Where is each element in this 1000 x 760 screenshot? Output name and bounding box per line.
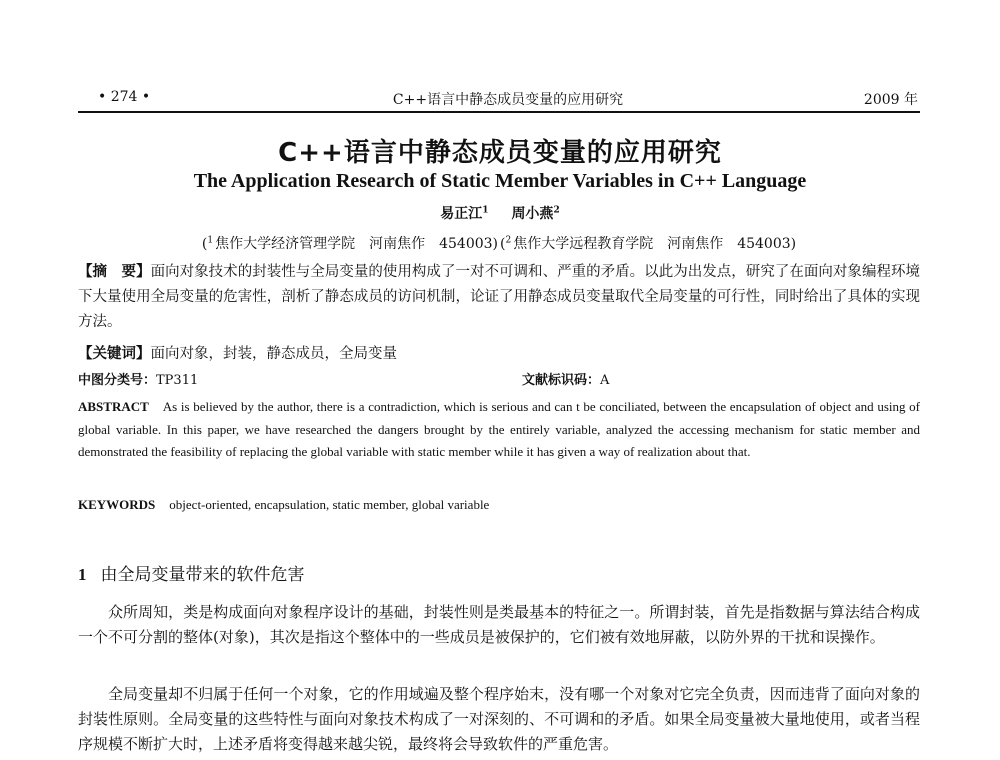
doc-label: 文献标识码： [522, 373, 601, 388]
abstract-en-text: As is believed by the author, there is a contradiction, which is serious and can t be conciliated, between the encapsulation of object and using of global variable. In this paper, we have researched the dangers brought by the entirely variable, analyzed the accessing mechanism for static member and demonstrated the feasibility of replacing the global variable with static member while it has given a way of realization about that. [78, 399, 920, 459]
doc-value: A [600, 373, 610, 388]
page-number: • 274 • [98, 89, 151, 105]
clc-label: 中图分类号： [78, 373, 157, 388]
body-paragraph: 众所周知，类是构成面向对象程序设计的基础，封装性则是类最基本的特征之一。所谓封装，首先是指数据与算法结合构成一个不可分割的整体(对象)，其次是指这个整体中的一些成员是被保护的，它们被有效地屏蔽，以防外界的干扰和误操作。 [78, 603, 920, 646]
affiliation-1: 焦作大学经济管理学院 河南焦作 454003) [215, 236, 498, 252]
keywords-cn-text: 面向对象，封装，静态成员，全局变量 [150, 346, 397, 362]
section-number: 1 [78, 565, 87, 584]
affiliation-2: 焦作大学远程教育学院 河南焦作 454003) [513, 236, 797, 252]
document-code [522, 370, 609, 392]
abstract-en-label: ABSTRACT [78, 399, 149, 414]
author-name: 易正江 [440, 206, 483, 222]
keywords-en-text: object-oriented, encapsulation, static member, global variable [169, 497, 490, 512]
header-year: 2009 年 [863, 92, 918, 108]
article-title-cn: C++语言中静态成员变量的应用研究 [278, 138, 722, 168]
body-paragraph: 全局变量却不归属于任何一个对象，它的作用域遍及整个程序始末，没有哪一个对象对它完全负责，因而违背了面向对象的封装性原则。全局变量的这些特性与面向对象技术构成了一对深刻的、不可调和的矛盾。如果全局变量被大量地使用，或者当程序规模不断扩大时，上述矛盾将变得越来越尖锐，最终将会导致软件的严重危害。 [78, 685, 920, 753]
author [440, 206, 488, 222]
keywords-en-label: KEYWORDS [78, 497, 156, 512]
header-rule [78, 111, 920, 113]
keywords-cn-label: 【关键词】 [78, 346, 151, 362]
affiliations [0, 233, 1000, 253]
abstract-cn [78, 260, 920, 335]
affil-open-paren: ( [201, 236, 208, 252]
author-sup: 1 [482, 205, 489, 216]
keywords-en [78, 494, 920, 516]
affil-sup: 1 [207, 235, 214, 246]
author-name: 周小燕 [511, 206, 554, 222]
section-title: 由全局变量带来的软件危害 [100, 565, 305, 585]
section-heading [78, 562, 920, 588]
abstract-cn-label: 【摘 要】 [78, 264, 151, 280]
classification-line [78, 370, 920, 392]
affil-mid-paren: ( [500, 236, 506, 252]
keywords-cn [78, 342, 920, 366]
author-sup: 2 [553, 205, 560, 216]
authors [0, 203, 1000, 223]
clc-number [78, 370, 198, 392]
affil-sup: 2 [505, 235, 512, 246]
running-header [98, 85, 918, 113]
running-title: C++语言中静态成员变量的应用研究 [392, 92, 624, 108]
abstract-en [78, 396, 920, 464]
abstract-cn-text: 面向对象技术的封装性与全局变量的使用构成了一对不可调和、严重的矛盾。以此为出发点，研究了在面向对象编程环境下大量使用全局变量的危害性，剖析了静态成员的访问机制，论证了用静态成员变量取代全局变量的可行性，同时给出了具体的实现方法。 [78, 264, 921, 330]
author [511, 206, 559, 222]
clc-value: TP311 [156, 373, 199, 388]
article-title-en: The Application Research of Static Member Variables in C++ Language [193, 170, 807, 192]
